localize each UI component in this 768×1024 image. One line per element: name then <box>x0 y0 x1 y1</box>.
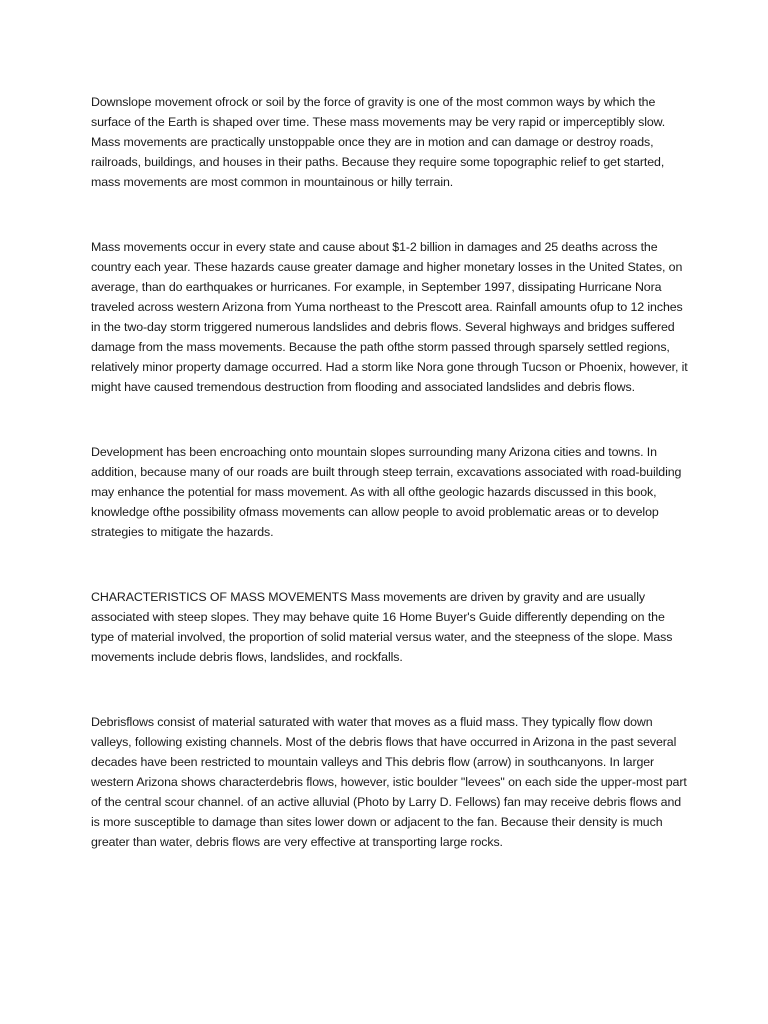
paragraph-debris-flows: Debrisflows consist of material saturated with water that moves as a fluid mass. They typically flow down valleys, following existing channels. Most of the debris flows that have occurred in Arizona in the past several decades have been restricted to mountain valleys and This debris flow (arrow) in southcanyons. In larger western Arizona shows characterdebris flows, however, istic boulder "levees" on each side the upper-most part of the central scour channel. of an active alluvial (Photo by Larry D. Fellows) fan may receive debris flows and is more susceptible to damage than sites lower down or adjacent to the fan. Because their density is much greater than water, debris flows are very effective at transporting large rocks. <box>91 715 687 849</box>
document-body <box>91 92 691 852</box>
paragraph-characteristics: CHARACTERISTICS OF MASS MOVEMENTS Mass movements are driven by gravity and are usually associated with steep slopes. They may behave quite 16 Home Buyer's Guide differently depending on the type of material involved, the proportion of solid material versus water, and the steepness of the slope. Mass movements include debris flows, landslides, and rockfalls. <box>91 590 673 664</box>
paragraph-development-encroaching: Development has been encroaching onto mountain slopes surrounding many Arizona cities and towns. In addition, because many of our roads are built through steep terrain, excavations associated with road-building may enhance the potential for mass movement. As with all ofthe geologic hazards discussed in this book, knowledge ofthe possibility ofmass movements can allow people to avoid problematic areas or to develop strategies to mitigate the hazards. <box>91 445 682 539</box>
paragraph-downslope-movement: Downslope movement ofrock or soil by the force of gravity is one of the most common ways by which the surface of the Earth is shaped over time. These mass movements may be very rapid or imperceptibly slow. Mass movements are practically unstoppable once they are in motion and can damage or destroy roads, railroads, buildings, and houses in their paths. Because they require some topographic relief to get started, mass movements are most common in mountainous or hilly terrain. <box>91 95 666 189</box>
paragraph-mass-movements-damage: Mass movements occur in every state and cause about $1-2 billion in damages and 25 deaths across the country each year. These hazards cause greater damage and higher monetary losses in the United States, on average, than do earthquakes or hurricanes. For example, in September 1997, dissipating Hurricane Nora traveled across western Arizona from Yuma northeast to the Prescott area. Rainfall amounts ofup to 12 inches in the two-day storm triggered numerous landslides and debris flows. Several highways and bridges suffered damage from the mass movements. Because the path ofthe storm passed through sparsely settled regions, relatively minor property damage occurred. Had a storm like Nora gone through Tucson or Phoenix, however, it might have caused tremendous destruction from flooding and associated landslides and debris flows. <box>91 240 688 394</box>
